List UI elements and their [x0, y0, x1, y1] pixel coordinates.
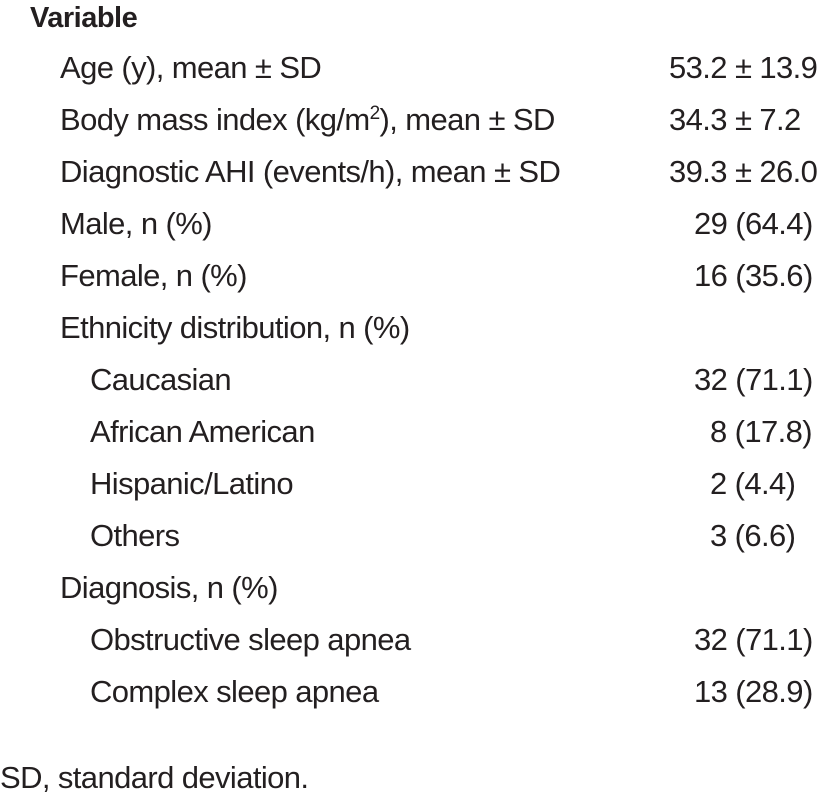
row-label: Age (y), mean ± SD: [60, 50, 322, 85]
table-row-african-american: [0, 406, 824, 458]
row-value: 13 (28.9): [694, 674, 813, 709]
row-label-part: ), mean ± SD: [379, 102, 555, 137]
row-value: 16 (35.6): [694, 258, 813, 293]
table-row-others: [0, 510, 824, 562]
row-value: 53.2 ± 13.9: [669, 50, 818, 85]
row-value: 8 (17.8): [710, 414, 813, 449]
row-label-part: Body mass index (kg/m: [60, 102, 370, 137]
row-label: Diagnosis, n (%): [60, 570, 278, 605]
row-value: 34.3 ± 7.2: [669, 102, 801, 137]
row-label: [60, 94, 555, 146]
row-value: 3 (6.6): [710, 518, 796, 553]
row-value: 39.3 ± 26.0: [669, 154, 818, 189]
row-label: Complex sleep apnea: [90, 674, 379, 709]
table-row-diagnosis-heading: [0, 562, 824, 614]
row-value: 32 (71.1): [694, 622, 813, 657]
row-value: 2 (4.4): [710, 466, 796, 501]
row-label: Caucasian: [90, 362, 232, 397]
table-row-female: [0, 250, 824, 302]
table-row-bmi: [0, 94, 824, 146]
row-label: Diagnostic AHI (events/h), mean ± SD: [60, 154, 561, 189]
row-label: Others: [90, 518, 180, 553]
table-row-ahi: [0, 146, 824, 198]
row-value: 29 (64.4): [694, 206, 813, 241]
table-row-ethnicity-heading: [0, 302, 824, 354]
row-label: Obstructive sleep apnea: [90, 622, 411, 657]
table-row-male: [0, 198, 824, 250]
row-label: Male, n (%): [60, 206, 212, 241]
row-label: Hispanic/Latino: [90, 466, 293, 501]
row-label: Ethnicity distribution, n (%): [60, 310, 410, 345]
table-row-caucasian: [0, 354, 824, 406]
table-row-obstructive-sleep-apnea: [0, 614, 824, 666]
row-value: 32 (71.1): [694, 362, 813, 397]
row-label-superscript: 2: [369, 103, 380, 124]
table-row-age: [0, 42, 824, 94]
row-label: African American: [90, 414, 315, 449]
row-label: Female, n (%): [60, 258, 247, 293]
table-row-complex-sleep-apnea: [0, 666, 824, 718]
table-footnote: SD, standard deviation.: [0, 760, 309, 795]
table-row-hispanic-latino: [0, 458, 824, 510]
column-header-variable: Variable: [30, 2, 138, 34]
